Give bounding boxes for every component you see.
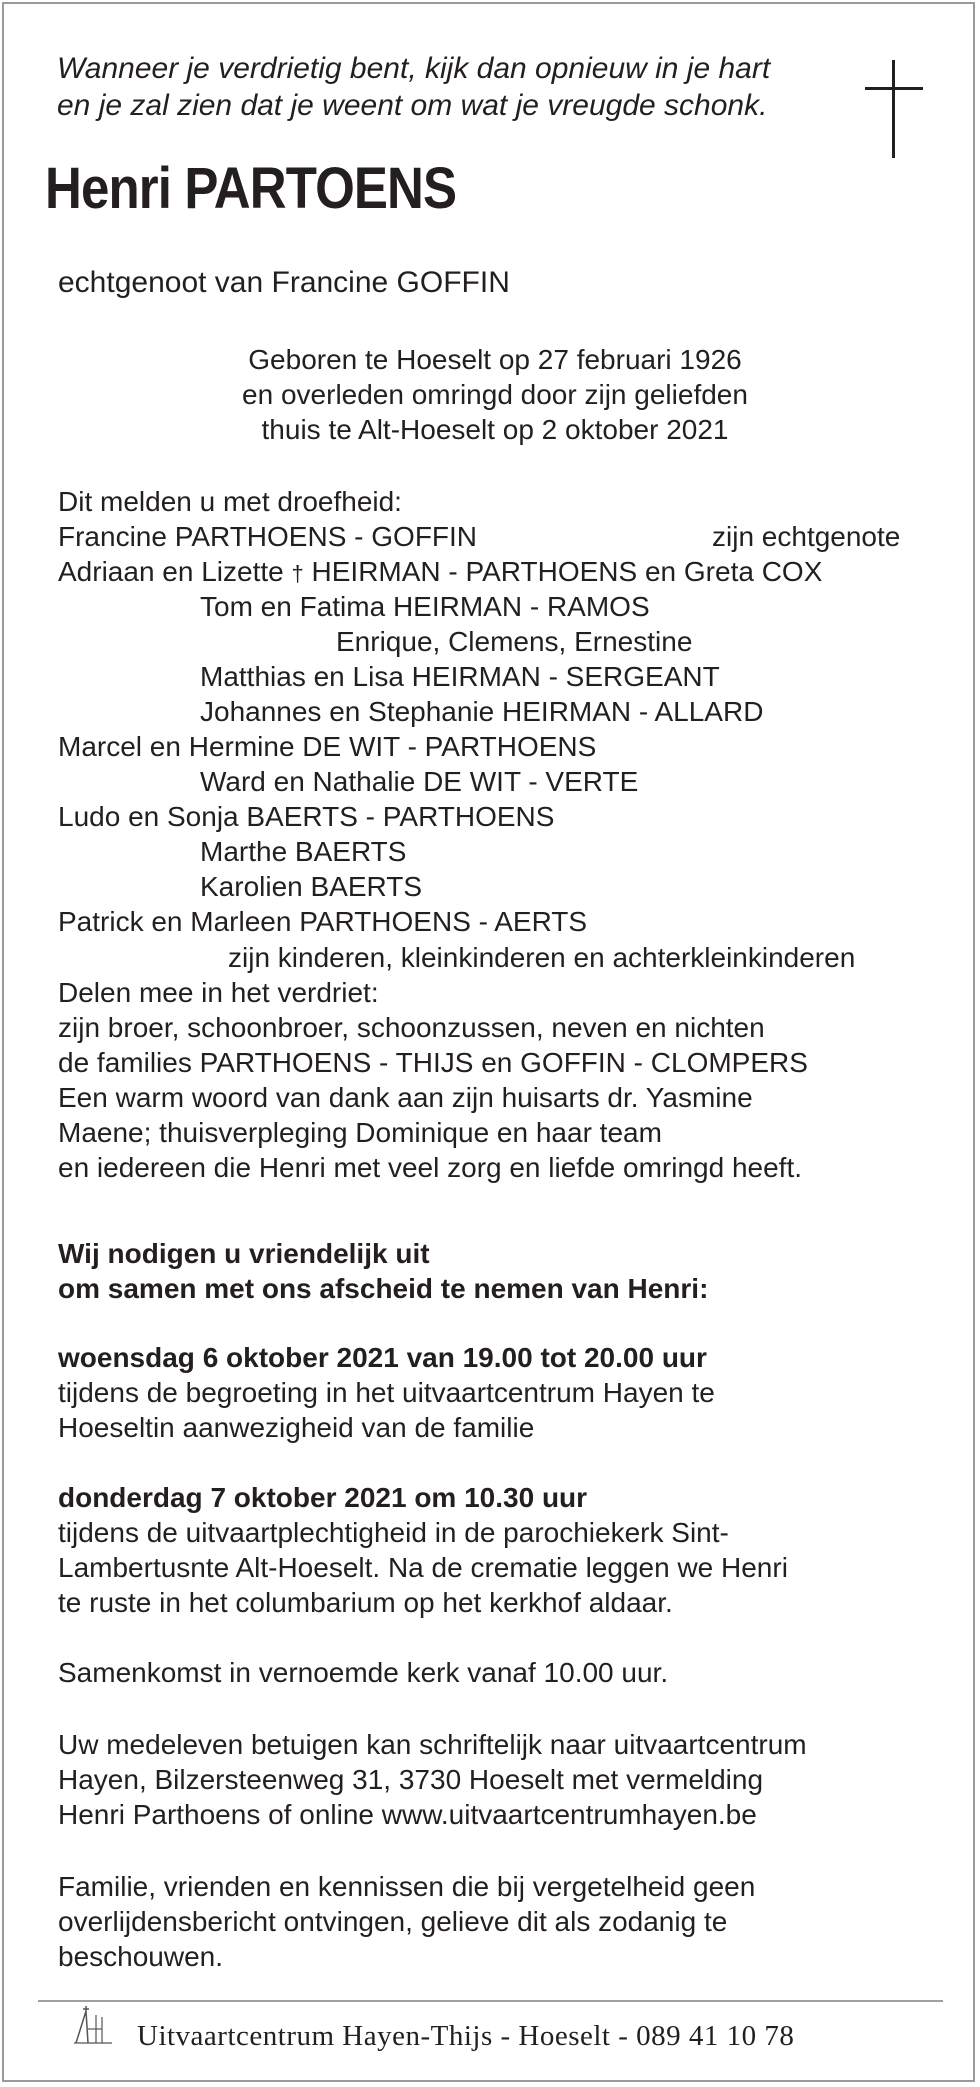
invite-line-2: om samen met ons afscheid te nemen van Henri:	[58, 1273, 709, 1304]
deceased-mark-icon: †	[291, 561, 304, 586]
birth-line-2: en overleden omringd door zijn geliefden	[242, 379, 748, 410]
notice-line-2: overlijdensbericht ontvingen, gelieve dit als zodanig te	[58, 1906, 728, 1937]
grief-line-3: de families PARTHOENS - THIJS en GOFFIN - CLOMPERS	[58, 1047, 808, 1078]
family-line-ward: Ward en Nathalie DE WIT - VERTE	[200, 766, 639, 797]
deceased-name: Henri PARTOENS	[45, 156, 457, 221]
funeral-home-logo-icon	[72, 2003, 116, 2052]
funeral-heading: donderdag 7 oktober 2021 om 10.30 uur	[58, 1482, 588, 1513]
family-line-patrick: Patrick en Marleen PARTHOENS - AERTS	[58, 906, 588, 937]
family-intro: Dit melden u met droefheid:	[58, 486, 402, 517]
gathering-line: Samenkomst in vernoemde kerk vanaf 10.00 uur.	[58, 1657, 669, 1688]
wake-heading: woensdag 6 oktober 2021 van 19.00 tot 20.00 uur	[58, 1342, 707, 1373]
family-line-adriaan	[58, 554, 822, 591]
family-line-ludo: Ludo en Sonja BAERTS - PARTHOENS	[58, 801, 555, 832]
footer-divider	[38, 2000, 943, 2002]
birth-death-block	[0, 342, 980, 447]
thanks-line-2: Maene; thuisverpleging Dominique en haar team	[58, 1117, 662, 1148]
cross-icon	[865, 60, 925, 165]
condolence-line-1: Uw medeleven betuigen kan schriftelijk naar uitvaartcentrum	[58, 1729, 807, 1760]
wake-line-1: tijdens de begroeting in het uitvaartcentrum Hayen te	[58, 1377, 715, 1408]
invite-line-1: Wij nodigen u vriendelijk uit	[58, 1238, 430, 1269]
funeral-line-2: Lambertusnte Alt-Hoeselt. Na de crematie leggen we Henri	[58, 1552, 788, 1583]
spouse-line: echtgenoot van Francine GOFFIN	[58, 266, 510, 299]
thanks-line-3: en iedereen die Henri met veel zorg en liefde omringd heeft.	[58, 1152, 802, 1183]
thanks-line-1: Een warm woord van dank aan zijn huisarts dr. Yasmine	[58, 1082, 753, 1113]
family-line-karolien: Karolien BAERTS	[200, 871, 423, 902]
spouse-role: zijn echtgenote	[712, 521, 901, 552]
grief-line-2: zijn broer, schoonbroer, schoonzussen, neven en nichten	[58, 1012, 765, 1043]
family-line-marthe: Marthe BAERTS	[200, 836, 407, 867]
condolence-line-3: Henri Parthoens of online www.uitvaartcentrumhayen.be	[58, 1799, 757, 1830]
family-line-adriaan-rest: HEIRMAN - PARTHOENS en Greta COX	[311, 556, 823, 587]
memorial-quote	[57, 50, 770, 124]
family-line-enrique: Enrique, Clemens, Ernestine	[336, 626, 693, 657]
wake-line-2: Hoeseltin aanwezigheid van de familie	[58, 1412, 535, 1443]
funeral-line-1: tijdens de uitvaartplechtigheid in de parochiekerk Sint-	[58, 1517, 729, 1548]
family-line-tom: Tom en Fatima HEIRMAN - RAMOS	[200, 591, 650, 622]
quote-line-1: Wanneer je verdrietig bent, kijk dan opnieuw in je hart	[57, 52, 771, 85]
notice-line-1: Familie, vrienden en kennissen die bij vergetelheid geen	[58, 1871, 756, 1902]
birth-line-1: Geboren te Hoeselt op 27 februari 1926	[248, 344, 742, 375]
birth-line-3: thuis te Alt-Hoeselt op 2 oktober 2021	[261, 414, 729, 445]
notice-line-3: beschouwen.	[58, 1941, 224, 1972]
family-line-marcel: Marcel en Hermine DE WIT - PARTHOENS	[58, 731, 597, 762]
condolence-line-2: Hayen, Bilzersteenweg 31, 3730 Hoeselt met vermelding	[58, 1764, 764, 1795]
funeral-line-3: te ruste in het columbarium op het kerkhof aldaar.	[58, 1587, 673, 1618]
spouse-name: Francine PARTHOENS - GOFFIN	[58, 521, 478, 552]
footer-text: Uitvaartcentrum Hayen-Thijs - Hoeselt - 089 41 10 78	[137, 2020, 795, 2052]
children-role: zijn kinderen, kleinkinderen en achterkleinkinderen	[228, 942, 856, 973]
quote-line-2: en je zal zien dat je weent om wat je vreugde schonk.	[57, 89, 768, 122]
family-line-adriaan-names: Adriaan en Lizette	[58, 556, 284, 587]
grief-line-1: Delen mee in het verdriet:	[58, 977, 379, 1008]
family-line-johannes: Johannes en Stephanie HEIRMAN - ALLARD	[200, 696, 764, 727]
family-line-matthias: Matthias en Lisa HEIRMAN - SERGEANT	[200, 661, 720, 692]
